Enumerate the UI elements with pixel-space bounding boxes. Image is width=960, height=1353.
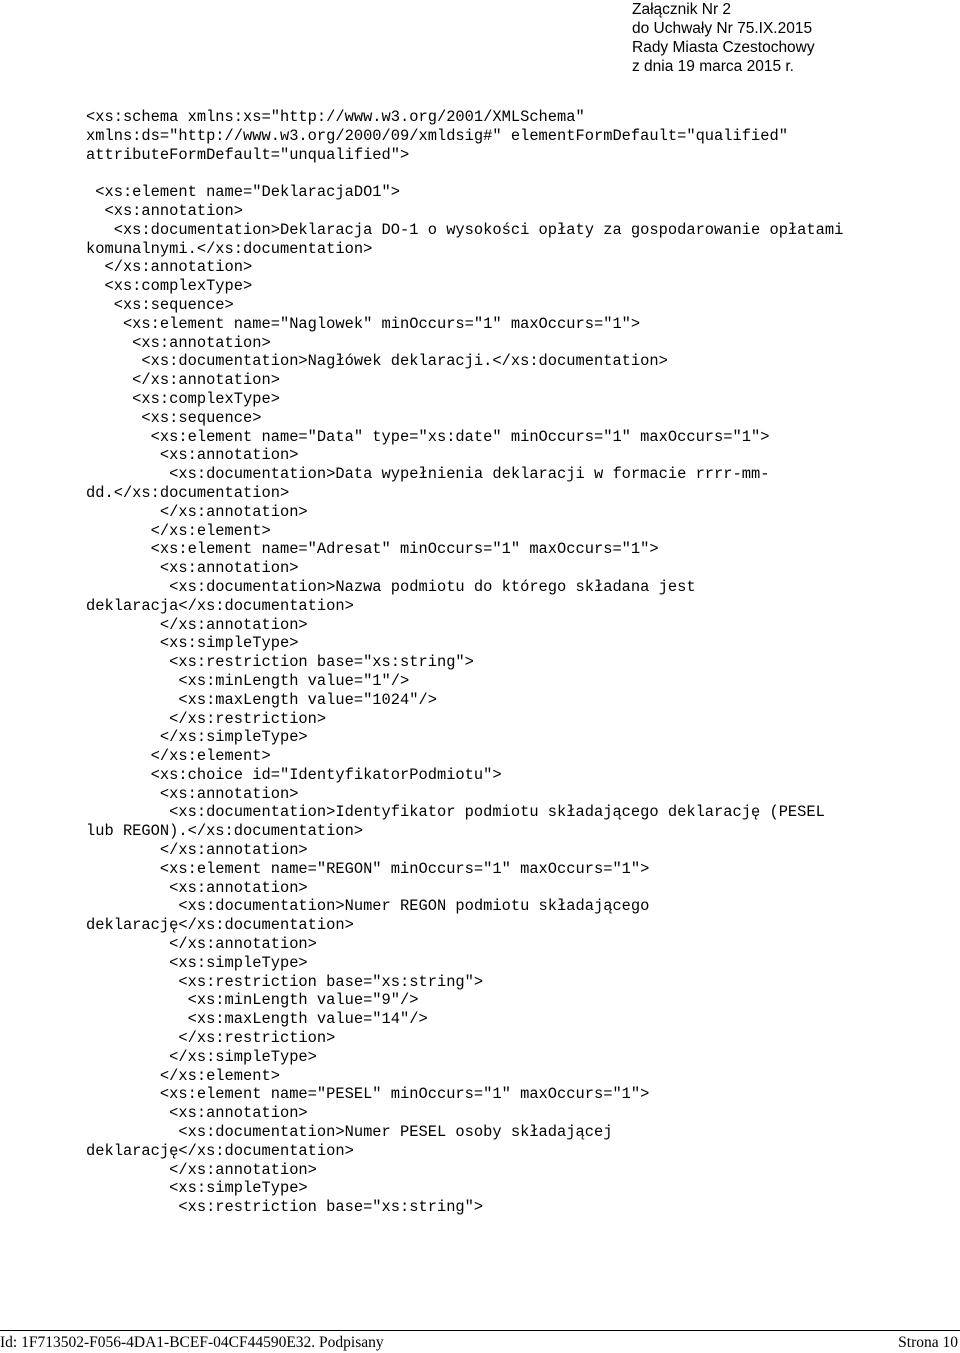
code-line: </xs:simpleType>: [86, 728, 308, 747]
code-line: <xs:documentation>Nagłówek deklaracji.</xs:documentation>: [86, 352, 668, 371]
code-line: <xs:element name="Naglowek" minOccurs="1" maxOccurs="1">: [86, 314, 641, 333]
code-line: <xs:restriction base="xs:string">: [86, 1198, 484, 1217]
code-line: <xs:sequence>: [86, 408, 262, 427]
code-line: <xs:maxLength value="1024"/>: [86, 690, 437, 709]
code-line: <xs:sequence>: [86, 295, 234, 314]
code-line: </xs:annotation>: [86, 615, 308, 634]
code-line: <xs:annotation>: [86, 333, 271, 352]
code-line: </xs:annotation>: [86, 371, 280, 390]
code-line: deklarację</xs:documentation>: [86, 916, 354, 935]
code-line: </xs:element>: [86, 521, 271, 540]
code-line: <xs:annotation>: [86, 1104, 308, 1123]
code-line: </xs:restriction>: [86, 1029, 336, 1048]
code-line: <xs:simpleType>: [86, 1179, 308, 1198]
code-line: <xs:restriction base="xs:string">: [86, 653, 474, 672]
code-line: <xs:simpleType>: [86, 634, 299, 653]
code-line: [86, 164, 926, 183]
code-line: <xs:element name="PESEL" minOccurs="1" maxOccurs="1">: [86, 1085, 650, 1104]
xsd-code-block: [86, 108, 926, 1217]
code-line: <xs:annotation>: [86, 201, 244, 220]
document-header: [632, 0, 815, 76]
code-line: <xs:annotation>: [86, 784, 299, 803]
code-line: <xs:documentation>Deklaracja DO-1 o wysokości opłaty za gospodarowanie opłatami: [86, 220, 844, 239]
code-line: <xs:element name="Data" type="xs:date" minOccurs="1" maxOccurs="1">: [86, 427, 770, 446]
code-line: </xs:annotation>: [86, 1160, 317, 1179]
code-line: </xs:restriction>: [86, 709, 327, 728]
code-line: <xs:documentation>Identyfikator podmiotu składającego deklarację (PESEL: [86, 803, 825, 822]
code-line: deklarację</xs:documentation>: [86, 1141, 354, 1160]
footer-document-id: Id: 1F713502-F056-4DA1-BCEF-04CF44590E32. Podpisany: [0, 1334, 384, 1351]
code-line: <xs:documentation>Data wypełnienia deklaracji w formacie rrrr-mm-: [86, 465, 770, 484]
code-line: <xs:schema xmlns:xs="http://www.w3.org/2001/XMLSchema": [86, 108, 585, 126]
code-line: </xs:element>: [86, 747, 271, 766]
code-line: xmlns:ds="http://www.w3.org/2000/09/xmldsig#" elementFormDefault="qualified": [86, 126, 788, 145]
code-line: <xs:element name="Adresat" minOccurs="1" maxOccurs="1">: [86, 540, 659, 559]
code-line: <xs:element name="REGON" minOccurs="1" maxOccurs="1">: [86, 859, 650, 878]
footer-page-number: Strona 10: [898, 1334, 958, 1351]
code-line: <xs:documentation>Numer PESEL osoby składającej: [86, 1123, 613, 1142]
code-line: dd.</xs:documentation>: [86, 483, 290, 502]
code-line: deklaracja</xs:documentation>: [86, 596, 354, 615]
code-line: <xs:annotation>: [86, 559, 299, 578]
code-line: <xs:documentation>Nazwa podmiotu do którego składana jest: [86, 577, 696, 596]
code-line: <xs:choice id="IdentyfikatorPodmiotu">: [86, 765, 502, 784]
code-line: <xs:minLength value="9"/>: [86, 991, 419, 1010]
code-line: <xs:complexType>: [86, 277, 253, 296]
code-line: <xs:maxLength value="14"/>: [86, 1010, 428, 1029]
code-line: <xs:restriction base="xs:string">: [86, 972, 484, 991]
header-council-name: Rady Miasta Czestochowy: [632, 39, 815, 56]
code-line: lub REGON).</xs:documentation>: [86, 822, 364, 841]
code-line: komunalnymi.</xs:documentation>: [86, 239, 373, 258]
code-line: <xs:documentation>Numer REGON podmiotu składającego: [86, 897, 650, 916]
code-line: <xs:complexType>: [86, 389, 280, 408]
code-line: attributeFormDefault="unqualified">: [86, 145, 410, 164]
header-resolution-number: do Uchwały Nr 75.IX.2015: [632, 20, 813, 37]
code-line: </xs:simpleType>: [86, 1047, 317, 1066]
code-line: <xs:annotation>: [86, 446, 299, 465]
header-date: z dnia 19 marca 2015 r.: [632, 58, 794, 75]
code-line: <xs:minLength value="1"/>: [86, 671, 410, 690]
footer-divider: [0, 1330, 960, 1331]
code-line: </xs:annotation>: [86, 841, 308, 860]
code-line: </xs:element>: [86, 1066, 280, 1085]
header-attachment-number: Załącznik Nr 2: [632, 1, 732, 18]
code-line: </xs:annotation>: [86, 258, 253, 277]
code-line: <xs:element name="DeklaracjaDO1">: [86, 183, 401, 202]
code-line: <xs:simpleType>: [86, 953, 308, 972]
code-line: </xs:annotation>: [86, 935, 317, 954]
code-line: <xs:annotation>: [86, 878, 308, 897]
code-line: </xs:annotation>: [86, 502, 308, 521]
